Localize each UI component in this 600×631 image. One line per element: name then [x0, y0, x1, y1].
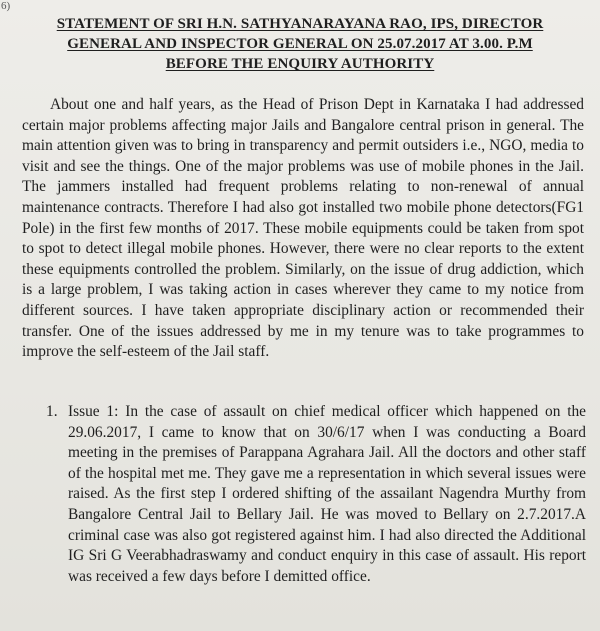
issue-number: 1. [46, 403, 58, 420]
document-heading [10, 14, 590, 74]
issue-list [46, 402, 586, 587]
list-item [46, 402, 586, 587]
heading-line-3: BEFORE THE ENQUIRY AUTHORITY [165, 56, 435, 72]
page-corner-mark: 6) [1, 0, 11, 12]
issue-text: Issue 1: In the case of assault on chief medical officer which happened on the 29.06.2017, I came to know that on 30/6/17 when I was conducting a Board meeting in the premises of Parappana Agrahara Jail. All the doctors and other staff of the hospital met me. They gave me a representation in which several issues were raised. As the first step I ordered shifting of the assailant Nagendra Murthy from Bangalore Central Jail to Bellary Jail. He was moved to Bellary on 2.7.2017.A criminal case was also got registered against him. I had also directed the Additional IG Sri G Veerabhadraswamy and conduct enquiry in this case of assault. His report was received a few days before I demitted office. [68, 403, 586, 585]
statement-body [22, 95, 584, 363]
intro-paragraph: About one and half years, as the Head of Prison Dept in Karnataka I had addressed certain major problems affecting major Jails and Bangalore central prison in general. The main attention given was to bring in transparency and permit outsiders i.e., NGO, media to visit and see the things. One of the major problems was use of mobile phones in the Jail. The jammers installed had frequent problems relating to non-renewal of annual maintenance contracts. Therefore I had also got installed two mobile phone detectors(FG1 Pole) in the first few months of 2017. These mobile equipments could be taken from spot to spot to detect illegal mobile phones. However, there were no clear reports to the extent these equipments controlled the problem. Similarly, on the issue of drug addiction, which is a large problem, I was taking action in cases wherever they came to my notice from different sources. I have taken appropriate disciplinary action or recommended their transfer. One of the issues addressed by me in my tenure was to take programmes to improve the self-esteem of the Jail staff. [22, 96, 584, 361]
heading-line-1: STATEMENT OF SRI H.N. SATHYANARAYANA RAO, IPS, DIRECTOR [56, 16, 544, 32]
heading-line-2: GENERAL AND INSPECTOR GENERAL ON 25.07.2017 AT 3.00. P.M [67, 36, 533, 52]
